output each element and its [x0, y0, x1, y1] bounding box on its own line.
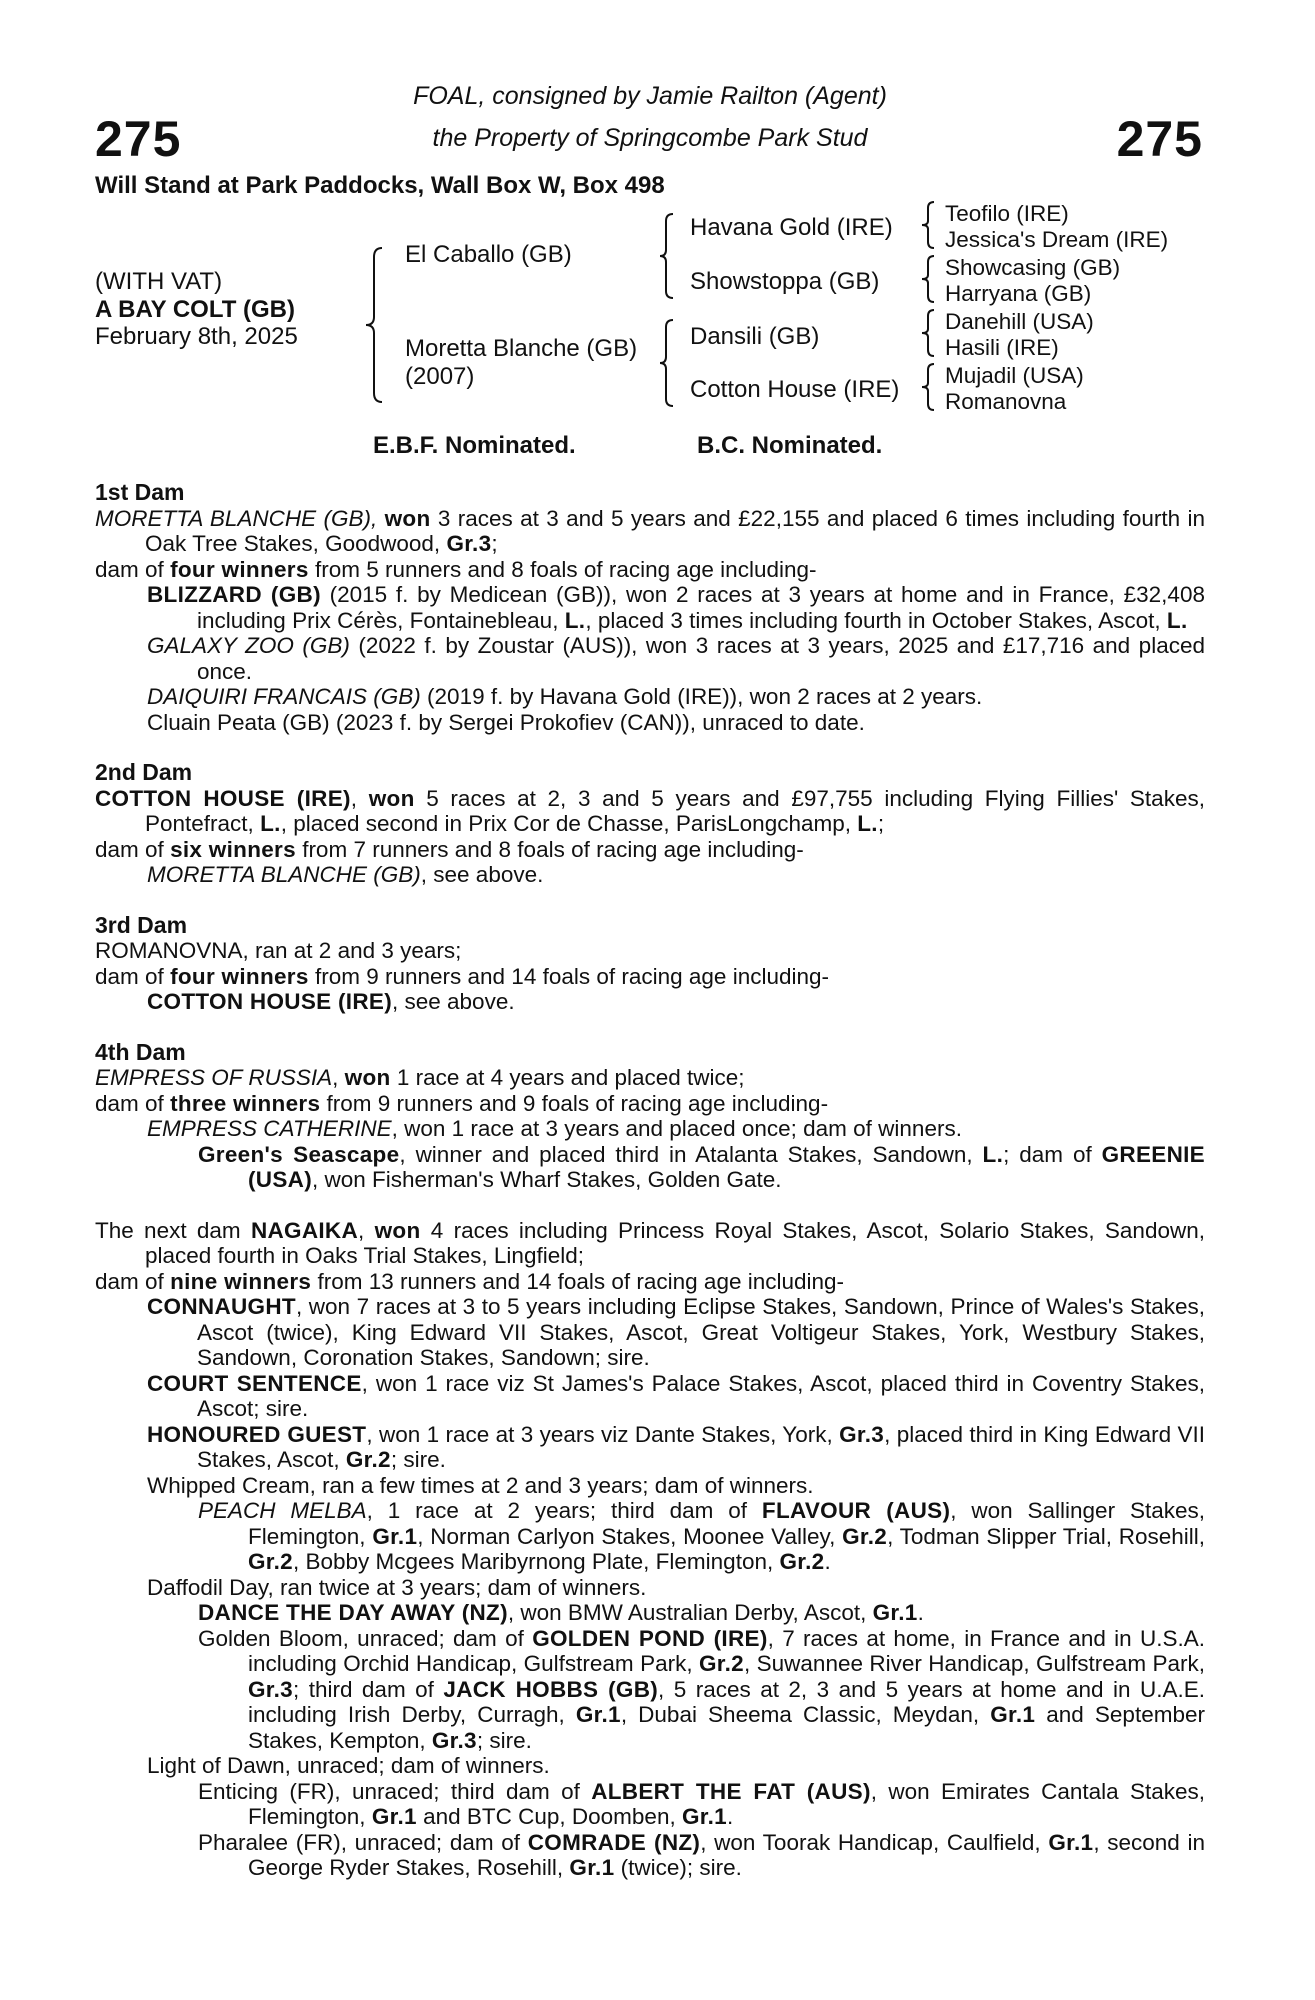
- dam3-produce-cotton-house: COTTON HOUSE (IRE), see above.: [147, 989, 515, 1014]
- property-line: the Property of Springcombe Park Stud: [432, 124, 868, 152]
- pedigree-g6: Hasili (IRE): [945, 335, 1059, 360]
- pedigree-g1: Teofilo (IRE): [945, 201, 1069, 226]
- dam3-description: ROMANOVNA, ran at 2 and 3 years;: [95, 938, 462, 963]
- lot-name: A BAY COLT (GB): [95, 296, 296, 323]
- dam3-title: 3rd Dam: [95, 911, 188, 938]
- dam2-produce-moretta: MORETTA BLANCHE (GB), see above.: [147, 862, 544, 887]
- dam1-produce-galaxy-zoo: GALAXY ZOO (GB) (2022 f. by Zoustar (AUS)), won 3 races at 3 years, 2025 and £17,716 and placed once.: [147, 633, 1205, 684]
- produce-golden-bloom: Golden Bloom, unraced; dam of GOLDEN POND (IRE), 7 races at home, in France and in U.S.A. including Orchid Handicap, Gulfstream Park, Gr.2, Suwannee River Handicap, Gulfstream Park, Gr.3; third dam of JACK HOBBS (GB), 5 races at 2, 3 and 5 years at home and in U.A.E. including Irish Derby, Curragh, Gr.1, Dubai Sheema Classic, Meydan, Gr.1 and September Stakes, Kempton, Gr.3; sire.: [198, 1625, 1206, 1753]
- produce-court-sentence: COURT SENTENCE, won 1 race viz St James's Palace Stakes, Ascot, placed third in Coventry Stakes, Ascot; sire.: [147, 1370, 1205, 1421]
- produce-light-of-dawn: Light of Dawn, unraced; dam of winners.: [147, 1753, 550, 1778]
- next-dam-description: The next dam NAGAIKA, won 4 races including Princess Royal Stakes, Ascot, Solario Stakes, Sandown, placed fourth in Oaks Trial Stakes, Lingfield;: [95, 1217, 1205, 1268]
- lot-number-right: 275: [1116, 111, 1203, 167]
- consignment-line: FOAL, consigned by Jamie Railton (Agent): [413, 82, 887, 110]
- pedigree-brace-g1: [918, 200, 938, 250]
- dam1-produce-cluain-peata: Cluain Peata (GB) (2023 f. by Sergei Prokofiev (CAN)), unraced to date.: [147, 709, 865, 735]
- pedigree-brace-g4: [918, 362, 938, 412]
- pedigree-g2: Jessica's Dream (IRE): [945, 227, 1169, 252]
- dam1-description: MORETTA BLANCHE (GB), won 3 races at 3 and 5 years and £22,155 and placed 6 times including fourth in Oak Tree Stakes, Goodwood, Gr.3;: [95, 505, 1205, 556]
- produce-enticing: Enticing (FR), unraced; third dam of ALBERT THE FAT (AUS), won Emirates Cantala Stakes, Flemington, Gr.1 and BTC Cup, Doomben, Gr.1.: [198, 1778, 1206, 1829]
- pedigree-brace-dam: [655, 318, 677, 408]
- dam4-produce-summary: dam of three winners from 9 runners and 9 foals of racing age including-: [95, 1090, 829, 1116]
- stand-location: Will Stand at Park Paddocks, Wall Box W, Box 498: [95, 172, 665, 199]
- produce-pharalee: Pharalee (FR), unraced; dam of COMRADE (NZ), won Toorak Handicap, Caulfield, Gr.1, second in George Ryder Stakes, Rosehill, Gr.1 (twice); sire.: [198, 1829, 1205, 1880]
- produce-whipped-cream: Whipped Cream, ran a few times at 2 and 3 years; dam of winners.: [147, 1472, 814, 1498]
- pedigree-g8: Romanovna: [945, 389, 1067, 414]
- pedigree-g4: Harryana (GB): [945, 281, 1092, 306]
- pedigree-sire-dam: Showstoppa (GB): [690, 268, 880, 295]
- pedigree-g3: Showcasing (GB): [945, 255, 1121, 280]
- ebf-nominated: E.B.F. Nominated.: [373, 432, 576, 459]
- foaling-date: February 8th, 2025: [95, 323, 298, 350]
- pedigree-g7: Mujadil (USA): [945, 363, 1084, 388]
- pedigree-brace-sire: [655, 212, 677, 300]
- dam4-produce-empress-catherine: EMPRESS CATHERINE, won 1 race at 3 years and placed once; dam of winners.: [147, 1116, 962, 1141]
- produce-peach-melba: PEACH MELBA, 1 race at 2 years; third dam of FLAVOUR (AUS), won Sallinger Stakes, Flemington, Gr.1, Norman Carlyon Stakes, Moonee Valley, Gr.2, Todman Slipper Trial, Rosehill, Gr.2, Bobby Mcgees Maribyrnong Plate, Flemington, Gr.2.: [198, 1498, 1205, 1574]
- dam1-produce-daiquiri: DAIQUIRI FRANCAIS (GB) (2019 f. by Havana Gold (IRE)), won 2 races at 2 years.: [147, 684, 983, 709]
- pedigree-g5: Danehill (USA): [945, 309, 1094, 334]
- produce-dance-the-day-away: DANCE THE DAY AWAY (NZ), won BMW Australian Derby, Ascot, Gr.1.: [198, 1600, 924, 1625]
- produce-daffodil-day: Daffodil Day, ran twice at 3 years; dam of winners.: [147, 1574, 647, 1600]
- dam4-produce-greens-seascape: Green's Seascape, winner and placed third in Atalanta Stakes, Sandown, L.; dam of GREENIE (USA), won Fisherman's Wharf Stakes, Golden Gate.: [198, 1141, 1205, 1192]
- dam1-title: 1st Dam: [95, 479, 185, 505]
- pedigree-dam-dam: Cotton House (IRE): [690, 376, 900, 403]
- pedigree-brace-main: [360, 245, 390, 405]
- dam2-title: 2nd Dam: [95, 759, 193, 785]
- next-dam-produce-summary: dam of nine winners from 13 runners and 14 foals of racing age including-: [95, 1268, 845, 1294]
- pedigree-brace-g3: [918, 308, 938, 358]
- produce-honoured-guest: HONOURED GUEST, won 1 race at 3 years viz Dante Stakes, York, Gr.3, placed third in King Edward VII Stakes, Ascot, Gr.2; sire.: [147, 1421, 1205, 1472]
- dam4-title: 4th Dam: [95, 1038, 186, 1065]
- pedigree-brace-g2: [918, 254, 938, 304]
- pedigree-sire: El Caballo (GB): [405, 241, 572, 268]
- pedigree-dam-sire: Dansili (GB): [690, 323, 820, 350]
- produce-connaught: CONNAUGHT, won 7 races at 3 to 5 years including Eclipse Stakes, Sandown, Prince of Wales's Stakes, Ascot (twice), King Edward VII Stakes, Ascot, Great Voltigeur Stakes, York, Westbury Stakes, Sandown, Coronation Stakes, Sandown; sire.: [147, 1294, 1205, 1370]
- pedigree-sire-sire: Havana Gold (IRE): [690, 214, 893, 241]
- lot-number-left: 275: [95, 111, 182, 167]
- pedigree-dam-year: (2007): [405, 363, 475, 390]
- dam2-produce-summary: dam of six winners from 7 runners and 8 foals of racing age including-: [95, 836, 804, 862]
- pedigree-dam: Moretta Blanche (GB): [405, 335, 638, 362]
- dam1-produce-summary: dam of four winners from 5 runners and 8 foals of racing age including-: [95, 556, 817, 582]
- dam2-description: COTTON HOUSE (IRE), won 5 races at 2, 3 and 5 years and £97,755 including Flying Fillies' Stakes, Pontefract, L., placed second in Prix Cor de Chasse, ParisLongchamp, L.;: [95, 785, 1205, 836]
- dam4-description: EMPRESS OF RUSSIA, won 1 race at 4 years and placed twice;: [95, 1065, 745, 1090]
- dam3-produce-summary: dam of four winners from 9 runners and 14 foals of racing age including-: [95, 963, 830, 989]
- dam1-produce-blizzard: BLIZZARD (GB) (2015 f. by Medicean (GB)), won 2 races at 3 years at home and in France, £32,408 including Prix Cérès, Fontainebleau, L., placed 3 times including fourth in October Stakes, Ascot, L.: [147, 582, 1205, 633]
- vat-note: (WITH VAT): [95, 268, 223, 295]
- bc-nominated: B.C. Nominated.: [697, 432, 883, 459]
- catalogue-body: [95, 480, 1205, 1881]
